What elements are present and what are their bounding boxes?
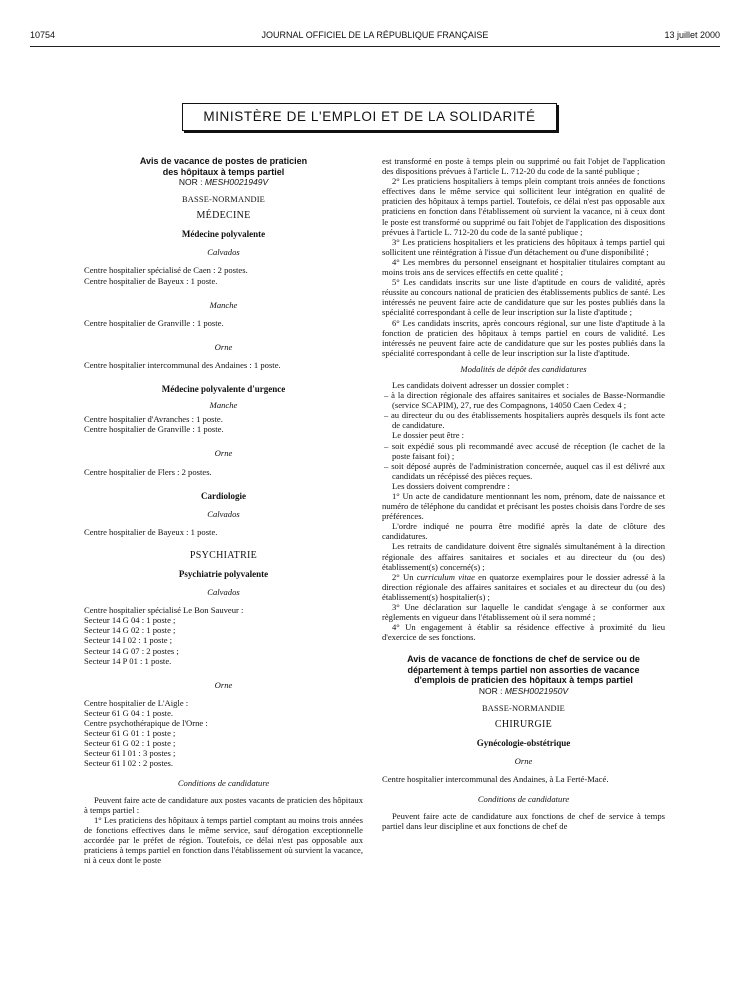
discipline-heading: PSYCHIATRIE: [189, 549, 258, 561]
nor-reference: [382, 686, 665, 696]
avis2-title-line-1: Avis de vacance de fonctions de chef de service ou de: [407, 654, 640, 665]
list-item: Centre hospitalier de L'Aigle :: [84, 697, 189, 708]
discipline-heading: CHIRURGIE: [494, 719, 553, 731]
list-item: Secteur 61 I 01 : 3 postes ;: [84, 748, 176, 759]
list-item: Secteur 61 G 01 : 1 poste ;: [84, 728, 176, 739]
list-item: Centre psychothérapique de l'Orne :: [84, 718, 208, 728]
specialty-heading: Gynécologie-obstétrique: [476, 738, 571, 749]
paragraph: [382, 572, 665, 602]
department-heading: Orne: [214, 341, 233, 352]
list-item: Secteur 61 I 02 : 2 postes.: [84, 758, 174, 769]
department-heading: Manche: [209, 299, 238, 310]
cv-prefix: 2° Un: [392, 571, 417, 582]
nor-code: MESH0021950V: [504, 685, 569, 696]
section-heading: Modalités de dépôt des candidatures: [460, 363, 587, 374]
dash-item: – à la direction régionale des affaires sanitaires et sociales de Basse-Normandie (service SCAPIM), 27, rue des Compagnons, 14050 Caen Cedex 4 ;: [384, 390, 665, 411]
cv-rest: en quatorze exemplaires pour le dossier adressé à la direction régionale des affaires sanitaires et sociales et au directeur du (ou des) établissement(s) hospitalier(s) ;: [382, 571, 665, 602]
paragraph: Les retraits de candidature doivent être signalés simultanément à la direction régionale des affaires sanitaires et sociales et au directeur du (ou des) établissement(s) concerné(s) ;: [382, 541, 665, 572]
left-column: [84, 156, 363, 865]
paragraph: L'ordre indiqué ne pourra être modifié après la date de clôture des candidatures.: [382, 521, 665, 542]
ministry-title: MINISTÈRE DE L'EMPLOI ET DE LA SOLIDARITÉ: [203, 109, 536, 124]
right-column: [382, 156, 665, 831]
paragraph: 4° Un engagement à établir sa résidence effective à proximité du lieu d'exercice de ses fonctions.: [382, 622, 665, 643]
list-item: Centre hospitalier spécialisé Le Bon Sauveur :: [84, 605, 244, 616]
paragraph: Les dossiers doivent comprendre :: [392, 480, 510, 491]
department-heading: Orne: [514, 756, 533, 767]
paragraph: 6° Les candidats inscrits, après concours régional, sur une liste d'aptitude à la fonction de praticien des hôpitaux à temps partiel en cours de validité. Les intéressés ne peuvent faire acte de candidature que sur les postes publiés dans la spécialité correspondant à celle de leur inscription sur la liste d'aptitude.: [382, 317, 665, 358]
paragraph: Les candidats doivent adresser un dossier complet :: [392, 379, 569, 390]
list-item: Secteur 14 P 01 : 1 poste.: [84, 655, 172, 666]
header-rule: [30, 46, 720, 47]
avis-title-line-1: Avis de vacance de postes de praticien: [139, 156, 308, 166]
avis2-title-line-2: département à temps partiel non assorties de vacance: [407, 664, 640, 675]
department-heading: Calvados: [207, 587, 240, 598]
region-heading: BASSE-NORMANDIE: [481, 704, 566, 713]
list-item: Centre hospitalier intercommunal des Andaines : 1 poste.: [84, 359, 281, 370]
nor-label: NOR :: [478, 685, 505, 696]
list-item: Centre hospitalier de Granville : 1 poste.: [84, 317, 224, 328]
paragraph: 1° Un acte de candidature mentionnant les nom, prénom, date de naissance et numéro de téléphone du candidat et précisant les postes choisis dans l'ordre de ses préférences.: [382, 491, 665, 522]
avis2-title-line-3: d'emplois de praticien des hôpitaux à temps partiel: [414, 675, 633, 686]
list-item: Centre hospitalier de Bayeux : 1 poste.: [84, 526, 218, 537]
department-heading: Orne: [214, 448, 233, 459]
list-item: Centre hospitalier d'Avranches : 1 poste.: [84, 414, 223, 425]
paragraph: 5° Les candidats inscrits sur une liste d'aptitude en cours de validité, après réussite au concours national de praticien des établissements publics de santé. Les intéressés ne peuvent faire acte de candidature que sur les postes publiés dans la spécialité correspondant à celle de leur inscription sur la liste d'aptitude ;: [382, 277, 665, 318]
paragraph: 4° Les membres du personnel enseignant et hospitalier titulaires comptant au moins trois ans de services effectifs en cette qualité ;: [382, 256, 665, 278]
paragraph: Peuvent faire acte de candidature aux fonctions de chef de service à temps partiel dans leur discipline et aux fonctions de chef de: [382, 810, 665, 831]
specialty-heading: Psychiatrie polyvalente: [178, 568, 269, 579]
paragraph: Peuvent faire acte de candidature aux postes vacants de praticien des hôpitaux à temps partiel :: [84, 794, 363, 815]
list-item: Secteur 61 G 02 : 1 poste ;: [84, 738, 176, 749]
running-header: [30, 30, 720, 44]
cv-term: curriculum vitae: [416, 571, 475, 582]
list-item: Secteur 14 G 02 : 1 poste ;: [84, 625, 176, 636]
list-item: Secteur 14 I 02 : 1 poste ;: [84, 635, 173, 646]
paragraph: 3° Une déclaration sur laquelle le candidat s'engage à se conformer aux règlements en vigueur dans l'établissement où il sera nommé ;: [382, 602, 665, 623]
list-item: Centre hospitalier de Granville : 1 poste.: [84, 424, 224, 435]
list-item: Secteur 14 G 07 : 2 postes ;: [84, 645, 179, 656]
dash-item: – soit expédié sous pli recommandé avec accusé de réception (le cachet de la poste faisant foi) ;: [384, 440, 665, 461]
page-number: 10754: [30, 30, 56, 40]
specialty-heading: Cardiologie: [201, 490, 246, 501]
list-item: Secteur 14 G 04 : 1 poste ;: [84, 615, 176, 626]
paragraph: 2° Les praticiens hospitaliers à temps plein comptant trois années de fonctions effectives dans le même service qui sollicitent leur intégration en qualité de praticien des hôpitaux à temps partiel. Toutefois, ce délai n'est pas opposable aux praticiens en fonction dans l'établissement où survient la vacance, ni à ceux dont le poste est transformé ou supprimé ou fait l'objet de l'application des dispositions prévues à l'article L. 712-20 du code de la santé publique ;: [382, 176, 665, 237]
dash-item: – soit déposé auprès de l'administration concernée, auquel cas il est délivré aux candidats un récépissé des pièces reçues.: [384, 460, 665, 481]
section-heading: Conditions de candidature: [477, 794, 570, 805]
paragraph: 1° Les praticiens des hôpitaux à temps partiel comptant au moins trois années de fonctions effectives dans le même service, sauf dérogation exceptionnelle accordée par le préfet de région. Toutefois, ce délai n'est pas opposable aux praticiens à temps partiel en fonction dans l'établissement où survient la vacance, ni à ceux dont le poste: [84, 814, 363, 866]
list-item: Centre hospitalier spécialisé de Caen : 2 postes.: [84, 265, 248, 276]
paragraph: Le dossier peut être :: [392, 430, 465, 441]
paragraph: 3° Les praticiens hospitaliers et les praticiens des hôpitaux à temps partiel qui sollicitent une réintégration à l'issue d'un détachement ou d'une disponibilité ;: [382, 236, 665, 257]
section-heading: Conditions de candidature: [177, 778, 270, 789]
specialty-heading: Médecine polyvalente d'urgence: [161, 384, 286, 395]
list-item: Centre hospitalier intercommunal des Andaines, à La Ferté-Macé.: [382, 774, 609, 785]
journal-title: JOURNAL OFFICIEL DE LA RÉPUBLIQUE FRANÇAISE: [261, 30, 489, 40]
specialty-heading: Médecine polyvalente: [181, 229, 266, 240]
department-heading: Orne: [214, 679, 233, 690]
department-heading: Manche: [209, 400, 238, 411]
nor-label: NOR :: [178, 177, 205, 187]
department-heading: Calvados: [207, 247, 240, 258]
region-heading: BASSE-NORMANDIE: [181, 195, 266, 205]
nor-reference: [84, 177, 363, 187]
list-item: Centre hospitalier de Bayeux : 1 poste.: [84, 275, 218, 286]
paragraph: est transformé en poste à temps plein ou supprimé ou fait l'objet de l'application des dispositions prévues à l'article L. 712-20 du code de la santé publique ;: [382, 156, 665, 177]
dash-item: – au directeur du ou des établissements hospitaliers auprès desquels ils font acte de candidature.: [384, 410, 665, 431]
department-heading: Calvados: [207, 508, 240, 519]
ministry-box: [182, 103, 557, 131]
issue-date: 13 juillet 2000: [664, 30, 720, 40]
discipline-heading: MÉDECINE: [196, 210, 251, 222]
avis-title-line-2: des hôpitaux à temps partiel: [162, 166, 285, 177]
list-item: Centre hospitalier de Flers : 2 postes.: [84, 466, 212, 477]
list-item: Secteur 61 G 04 : 1 poste.: [84, 707, 174, 718]
nor-code: MESH0021949V: [204, 177, 269, 187]
